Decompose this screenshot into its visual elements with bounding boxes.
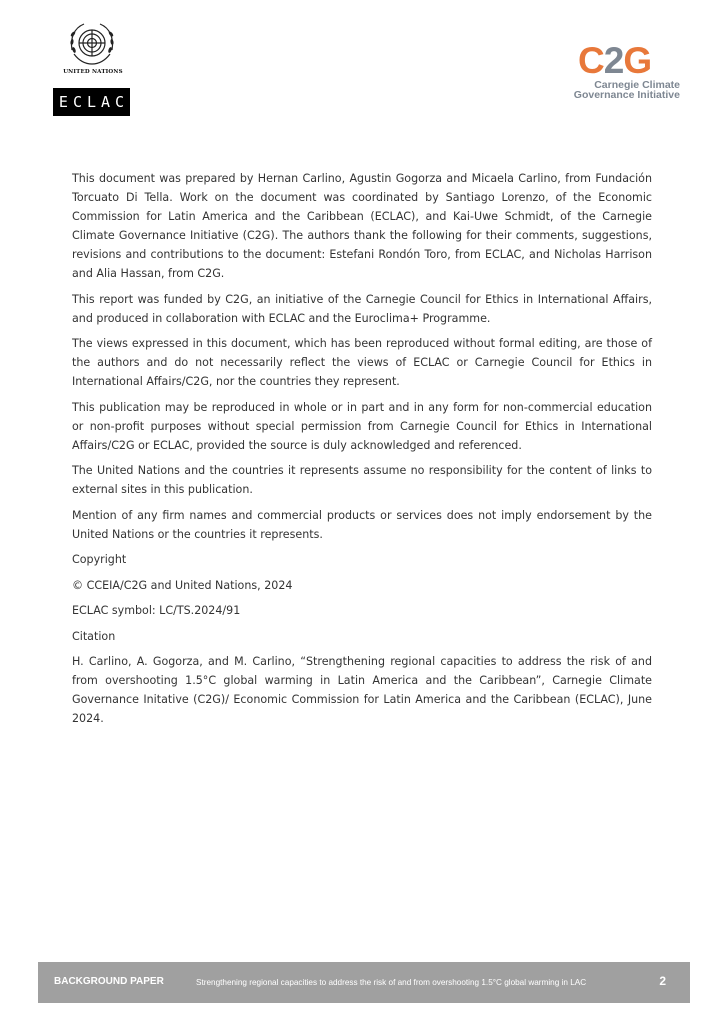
citation-heading: Citation xyxy=(72,629,116,643)
citation-text: H. Carlino, A. Gogorza, and M. Carlino, “Strengthening regional capacities to address the risk of and from overshooting 1.5°C global warming in Latin America and the Caribbean”, Carnegie Climate Governance Initative (C2G)/ Economic Commission for Latin America and the Caribbean (ECLAC), June 2024. xyxy=(72,655,652,725)
reproduction-paragraph: This publication may be reproduced in whole or in part and in any form for non-commercial education or non-profit purposes without special permission from Carnegie Council for Ethics in International Affairs/C2G or ECLAC, provided the source is duly acknowledged and referenced. xyxy=(72,400,652,452)
eclac-logo xyxy=(53,88,130,116)
c2g-logo-line2: Governance Initiative xyxy=(573,89,680,101)
copyright-heading: Copyright xyxy=(72,553,127,566)
document-body xyxy=(72,169,652,735)
c2g-logo xyxy=(568,42,680,100)
page-number: 2 xyxy=(659,974,666,988)
c2g-logo-mark: C2G xyxy=(578,40,652,81)
page-footer xyxy=(38,962,690,1003)
un-emblem-icon xyxy=(64,20,120,70)
copyright-line: © CCEIA/C2G and United Nations, 2024 xyxy=(72,578,293,592)
links-paragraph: The United Nations and the countries it represents assume no responsibility for the content of links to external sites in this publication. xyxy=(72,464,652,496)
endorsement-paragraph: Mention of any firm names and commercial products or services does not imply endorsement by the United Nations or the countries it represents. xyxy=(72,508,652,541)
footer-label: BACKGROUND PAPER xyxy=(54,976,164,987)
disclaimer-paragraph: The views expressed in this document, which has been reproduced without formal editing, are those of the authors and do not necessarily reflect the views of ECLAC or Carnegie Council for Ethics in International Affairs/C2G, nor the countries they represent. xyxy=(72,337,652,388)
credits-paragraph: This document was prepared by Hernan Carlino, Agustin Gogorza and Micaela Carlino, from Fundación Torcuato Di Tella. Work on the document was coordinated by Santiago Lorenzo, of the Economic Commission for Latin America and the Caribbean (ECLAC), and Kai-Uwe Schmidt, of the Carnegie Climate Governance Initiative (C2G). The authors thank the following for their comments, suggestions, revisions and contributions to the document: Estefani Rondón Toro, from ECLAC, and Nicholas Harrison and Alia Hassan, from C2G. xyxy=(72,172,652,280)
c2g-logo-line1: Carnegie Climate xyxy=(594,79,680,91)
eclac-symbol-line: ECLAC symbol: LC/TS.2024/91 xyxy=(72,604,241,617)
united-nations-label: UNITED NATIONS xyxy=(63,69,123,75)
eclac-logo-text: ECLAC xyxy=(58,93,130,111)
footer-title: Strengthening regional capacities to address the risk of and from overshooting 1.5°C global warming in LAC xyxy=(196,978,587,987)
funding-paragraph: This report was funded by C2G, an initiative of the Carnegie Council for Ethics in International Affairs, and produced in collaboration with ECLAC and the Euroclima+ Programme. xyxy=(72,292,652,325)
